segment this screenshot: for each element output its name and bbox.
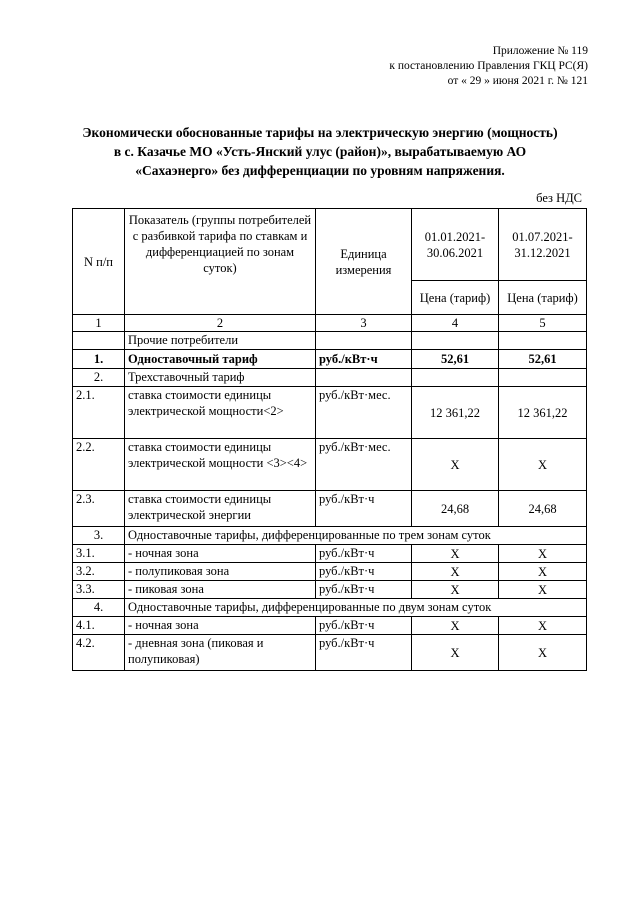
appendix-reference — [389, 44, 588, 89]
row-name: Одноставочные тарифы, дифференцированные по трем зонам суток — [125, 527, 587, 545]
appendix-line: Приложение № 119 — [492, 45, 588, 57]
row-name: - ночная зона — [125, 545, 316, 563]
row-value-period1: X — [412, 635, 499, 671]
row-value-period1: X — [412, 439, 499, 491]
row-num: 4.2. — [73, 635, 125, 671]
decree-date-line: от « 29 » июня 2021 г. № 121 — [447, 75, 588, 87]
group-row — [73, 332, 587, 350]
row-value-period2: X — [499, 545, 587, 563]
col-header-num: N п/п — [73, 209, 125, 315]
table-row — [73, 491, 587, 527]
table-row — [73, 581, 587, 599]
row-value-period1: 12 361,22 — [412, 387, 499, 439]
title-line: «Сахаэнерго» без дифференциации по уровням напряжения. — [135, 163, 505, 178]
table-row — [73, 369, 587, 387]
row-unit: руб./кВт·ч — [316, 581, 412, 599]
index-cell: 3 — [316, 315, 412, 332]
col-header-period2: 01.07.2021-31.12.2021 — [499, 209, 587, 281]
row-name: - пиковая зона — [125, 581, 316, 599]
row-name: ставка стоимости единицы электрической мощности <3><4> — [125, 439, 316, 491]
col-header-price1: Цена (тариф) — [412, 281, 499, 315]
row-value-period2: 52,61 — [499, 350, 587, 369]
title-line: в с. Казачье МО «Усть-Янский улус (район)», вырабатываемую АО — [113, 144, 527, 159]
row-num: 2.2. — [73, 439, 125, 491]
row-num: 3.1. — [73, 545, 125, 563]
row-value-period1: X — [412, 545, 499, 563]
table-row — [73, 599, 587, 617]
row-unit: руб./кВт·ч — [316, 545, 412, 563]
col-header-period1: 01.01.2021-30.06.2021 — [412, 209, 499, 281]
row-num: 4. — [73, 599, 125, 617]
row-unit: руб./кВт·ч — [316, 350, 412, 369]
row-value-period2: 12 361,22 — [499, 387, 587, 439]
row-name: ставка стоимости единицы электрической энергии — [125, 491, 316, 527]
row-unit: руб./кВт·мес. — [316, 387, 412, 439]
row-name: Трехставочный тариф — [125, 369, 316, 387]
row-unit: руб./кВт·ч — [316, 563, 412, 581]
row-value-period1: X — [412, 617, 499, 635]
row-num: 4.1. — [73, 617, 125, 635]
row-name: ставка стоимости единицы электрической мощности<2> — [125, 387, 316, 439]
row-value-period1: 24,68 — [412, 491, 499, 527]
col-header-unit: Единица измерения — [316, 209, 412, 315]
table-row — [73, 563, 587, 581]
row-value-period1: X — [412, 563, 499, 581]
row-unit: руб./кВт·ч — [316, 617, 412, 635]
row-name: - полупиковая зона — [125, 563, 316, 581]
row-name: Одноставочные тарифы, дифференцированные по двум зонам суток — [125, 599, 587, 617]
row-value-period2: X — [499, 581, 587, 599]
col-header-indicator: Показатель (группы потребителей с разбивкой тарифа по ставкам и дифференциацией по зонам суток) — [125, 209, 316, 315]
row-num: 2. — [73, 369, 125, 387]
index-cell: 5 — [499, 315, 587, 332]
row-num: 3.3. — [73, 581, 125, 599]
table-row — [73, 527, 587, 545]
document-title — [40, 123, 600, 180]
row-num: 2.3. — [73, 491, 125, 527]
tariff-table — [72, 208, 587, 671]
row-unit: руб./кВт·ч — [316, 635, 412, 671]
index-cell: 1 — [73, 315, 125, 332]
table-row — [73, 439, 587, 491]
row-unit: руб./кВт·мес. — [316, 439, 412, 491]
decree-line: к постановлению Правления ГКЦ РС(Я) — [389, 60, 588, 72]
row-name: Одноставочный тариф — [125, 350, 316, 369]
row-unit: руб./кВт·ч — [316, 491, 412, 527]
vat-note: без НДС — [536, 191, 582, 205]
row-value-period2: 24,68 — [499, 491, 587, 527]
table-row — [73, 545, 587, 563]
row-value-period2: X — [499, 439, 587, 491]
table-row — [73, 387, 587, 439]
table-row — [73, 617, 587, 635]
row-num: 3. — [73, 527, 125, 545]
col-header-price2: Цена (тариф) — [499, 281, 587, 315]
index-row — [73, 315, 587, 332]
header-row — [73, 209, 587, 281]
row-value-period2: X — [499, 635, 587, 671]
index-cell: 4 — [412, 315, 499, 332]
row-value-period2: X — [499, 563, 587, 581]
group-label: Прочие потребители — [125, 332, 316, 350]
row-num: 3.2. — [73, 563, 125, 581]
table-row — [73, 635, 587, 671]
row-name: - дневная зона (пиковая и полупиковая) — [125, 635, 316, 671]
index-cell: 2 — [125, 315, 316, 332]
row-value-period2: X — [499, 617, 587, 635]
table-row — [73, 350, 587, 369]
title-line: Экономически обоснованные тарифы на электрическую энергию (мощность) — [82, 125, 558, 140]
row-value-period1: X — [412, 581, 499, 599]
row-num: 1. — [73, 350, 125, 369]
row-name: - ночная зона — [125, 617, 316, 635]
row-num: 2.1. — [73, 387, 125, 439]
row-value-period1: 52,61 — [412, 350, 499, 369]
